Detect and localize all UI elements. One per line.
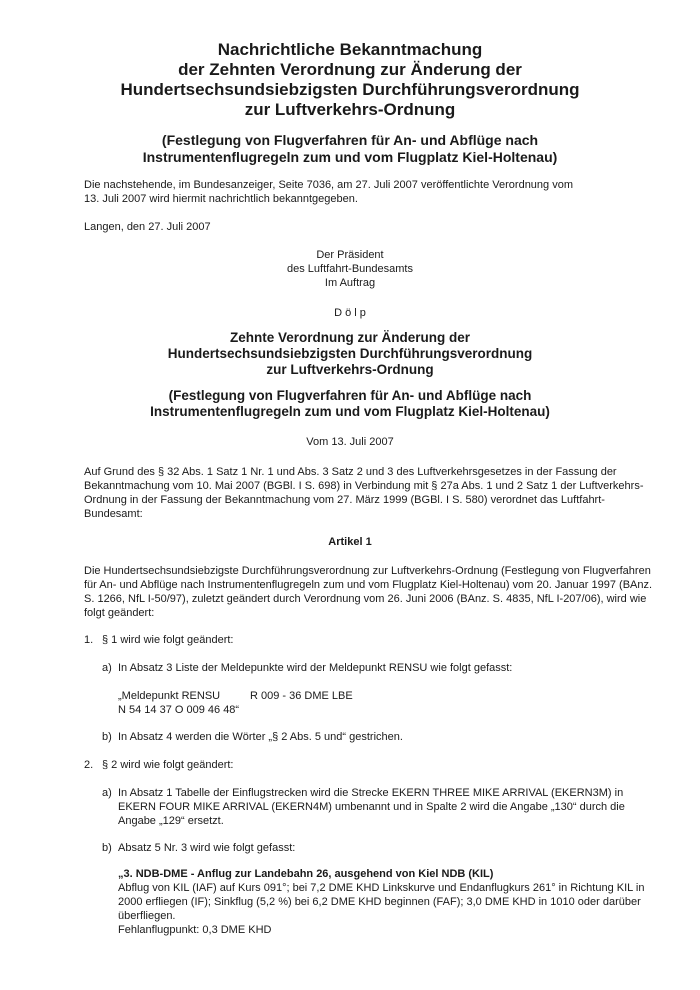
item-1a-text: In Absatz 3 Liste der Meldepunkte wird der Meldepunkt RENSU wie folgt gefasst: xyxy=(118,662,513,674)
regulation-subtitle-line: (Festlegung von Flugverfahren für An- und Abflüge nach xyxy=(168,388,532,403)
item-2a-line: In Absatz 1 Tabelle der Einflugstrecken wird die Strecke EKERN THREE MIKE ARRIVAL (EKERN3M) in xyxy=(118,787,624,799)
article-line: S. 1266, NfL I-50/97), zuletzt geändert durch Verordnung vom 26. Juni 2006 (BAnz. S. 4835, NfL I-207/06), wird wie xyxy=(84,593,647,605)
regulation-title-line: zur Luftverkehrs-Ordnung xyxy=(266,362,434,377)
ndb-approach-line: überfliegen. xyxy=(118,910,176,922)
signature-line: Im Auftrag xyxy=(324,277,376,289)
regulation-title-line: Zehnte Verordnung zur Änderung der xyxy=(229,330,470,345)
article-line: Die Hundertsechsundsiebzigste Durchführungsverordnung zur Luftverkehrs-Ordnung (Festlegung von Flugverfahren xyxy=(84,565,651,577)
item-2a-label: a) xyxy=(102,787,112,799)
document-subtitle xyxy=(60,132,640,166)
item-2b-text: Absatz 5 Nr. 3 wird wie folgt gefasst: xyxy=(118,842,296,854)
rensu-quote-left: „Meldepunkt RENSU xyxy=(118,690,221,702)
title-line: Nachrichtliche Bekanntmachung xyxy=(217,40,483,59)
item-2-number: 2. xyxy=(84,759,94,771)
title-line: zur Luftverkehrs-Ordnung xyxy=(244,100,456,119)
item-1b-text: In Absatz 4 werden die Wörter „§ 2 Abs. 5 und“ gestrichen. xyxy=(118,731,403,743)
signature-line: des Luftfahrt-Bundesamts xyxy=(287,263,413,275)
date-line: Vom 13. Juli 2007 xyxy=(306,436,394,448)
item-1-number: 1. xyxy=(84,634,94,646)
intro-paragraph xyxy=(84,178,644,206)
ndb-approach-heading: „3. NDB-DME - Anflug zur Landebahn 26, ausgehend von Kiel NDB (KIL) xyxy=(118,868,494,880)
article-line: folgt geändert: xyxy=(84,607,155,619)
ndb-approach-line: 2000 erfliegen (IF); Sinkflug (5,2 %) bei 6,2 DME KHD beginnen (FAF); 3,0 DME KHD in 1010 oder darüber xyxy=(118,896,641,908)
item-2a-line: Angabe „129“ ersetzt. xyxy=(118,815,224,827)
preamble-line: Bundesamt: xyxy=(84,508,143,520)
article-paragraph xyxy=(84,564,654,620)
rensu-quote-coordinates: N 54 14 37 O 009 46 48“ xyxy=(118,704,240,716)
article-heading: Artikel 1 xyxy=(328,536,372,548)
regulation-title-line: Hundertsechsundsiebzigsten Durchführungsverordnung xyxy=(167,346,533,361)
ndb-approach-text xyxy=(118,881,658,937)
preamble-line: Auf Grund des § 32 Abs. 1 Satz 1 Nr. 1 und Abs. 3 Satz 2 und 3 des Luftverkehrsgesetzes in der Fassung der xyxy=(84,466,617,478)
title-line: der Zehnten Verordnung zur Änderung der xyxy=(178,60,522,79)
signature-block xyxy=(250,248,450,290)
item-1a-label: a) xyxy=(102,662,112,674)
item-2-text: § 2 wird wie folgt geändert: xyxy=(102,759,234,771)
intro-line: Die nachstehende, im Bundesanzeiger, Seite 7036, am 27. Juli 2007 veröffentlichte Verordnung vom xyxy=(84,179,574,191)
title-line: Hundertsechsundsiebzigsten Durchführungsverordnung xyxy=(120,80,580,99)
item-2a-line: EKERN FOUR MIKE ARRIVAL (EKERN4M) umbenannt und in Spalte 2 wird die Angabe „130“ durch die xyxy=(118,801,625,813)
item-2b-label: b) xyxy=(102,842,112,854)
item-1-text: § 1 wird wie folgt geändert: xyxy=(102,634,234,646)
regulation-title xyxy=(60,330,640,378)
signature-name: D ö l p xyxy=(334,307,366,319)
article-line: für An- und Abflüge nach Instrumentenflugregeln zum und vom Flugplatz Kiel-Holtenau) vom 20. Januar 1997 (BAnz. xyxy=(84,579,653,591)
place-date: Langen, den 27. Juli 2007 xyxy=(84,221,211,233)
regulation-subtitle-line: Instrumentenflugregeln zum und vom Flugplatz Kiel-Holtenau) xyxy=(150,404,550,419)
document-title xyxy=(60,40,640,120)
preamble-paragraph xyxy=(84,465,654,521)
signature-line: Der Präsident xyxy=(316,249,384,261)
preamble-line: Bekanntmachung vom 10. Mai 2007 (BGBl. I S. 698) in Verbindung mit § 27a Abs. 1 und 2 Satz 1 der Luftverkehrs- xyxy=(84,480,644,492)
ndb-approach-line: Abflug von KIL (IAF) auf Kurs 091°; bei 7,2 DME KHD Linkskurve und Endanflugkurs 261° in Richtung KIL in xyxy=(118,882,645,894)
intro-line: 13. Juli 2007 wird hiermit nachrichtlich bekanntgegeben. xyxy=(84,193,358,205)
item-2a-text xyxy=(118,786,658,828)
subtitle-line: Instrumentenflugregeln zum und vom Flugplatz Kiel-Holtenau) xyxy=(142,149,558,165)
ndb-approach-line: Fehlanflugpunkt: 0,3 DME KHD xyxy=(118,924,272,936)
subtitle-line: (Festlegung von Flugverfahren für An- und Abflüge nach xyxy=(161,132,539,148)
item-1b-label: b) xyxy=(102,731,112,743)
preamble-line: Ordnung in der Fassung der Bekanntmachung vom 27. März 1999 (BGBl. I S. 580) verordnet das Luftfahrt- xyxy=(84,494,605,506)
rensu-quote-right: R 009 - 36 DME LBE xyxy=(250,690,353,702)
regulation-subtitle xyxy=(60,388,640,420)
